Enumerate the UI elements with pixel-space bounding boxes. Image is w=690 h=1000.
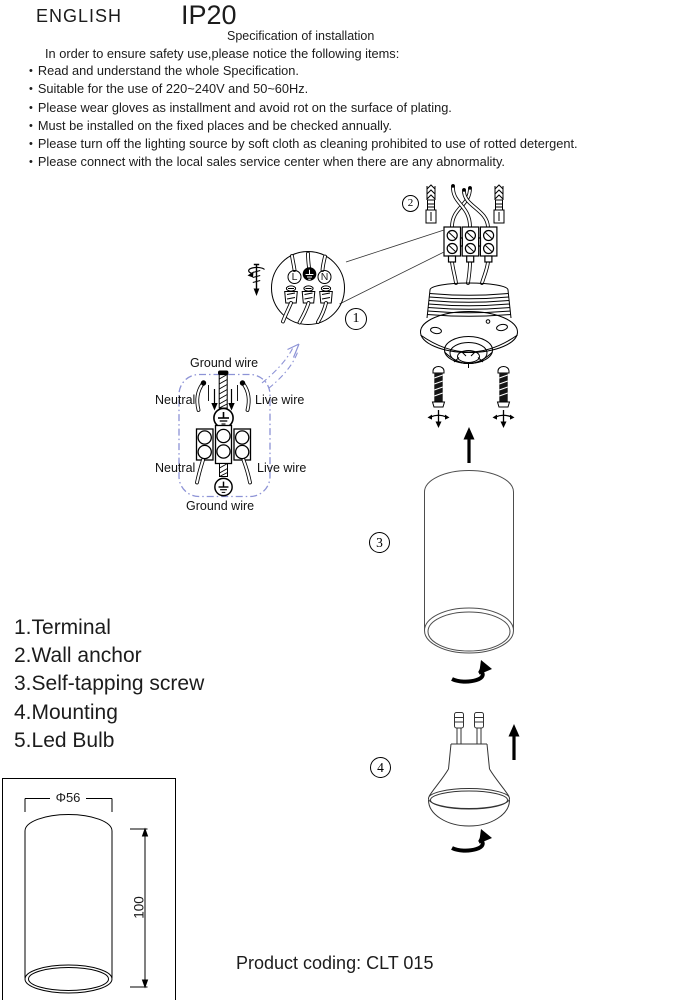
- safety-items-list: [29, 62, 578, 172]
- safety-item: • Suitable for the use of 220~240V and 50~60Hz.: [29, 80, 578, 98]
- neutral-top-label: Neutral: [155, 393, 196, 407]
- wiring-detail-arrow: [262, 344, 299, 389]
- part-item: 1.Terminal: [14, 616, 111, 639]
- up-arrow-bulb: [509, 724, 520, 760]
- diameter-dimension-label: Φ56: [55, 790, 81, 805]
- earth-icon: [303, 267, 317, 281]
- ground-wire-bottom-label: Ground wire: [186, 499, 255, 513]
- page-title: Specification of installation: [227, 29, 375, 43]
- wall-anchor-right-icon: [494, 185, 504, 223]
- up-arrow-mounting: [464, 427, 475, 463]
- part-item: 4.Mounting: [14, 700, 118, 724]
- cylinder-mounting-drawing: [425, 471, 514, 654]
- neutral-terminal-label: N: [320, 271, 329, 283]
- detail-terminal-screws: [285, 286, 333, 303]
- mounting-base: [421, 283, 518, 368]
- dimension-drawing: [3, 779, 176, 1000]
- wiring-terminal-block: [197, 426, 251, 464]
- screwdriver-turn-icon: [248, 265, 265, 297]
- safety-item: • Please wear gloves as installment and avoid rot on the surface of plating.: [29, 99, 578, 117]
- part-item: 2.Wall anchor: [14, 644, 142, 668]
- height-dimension-label: 100: [131, 896, 147, 919]
- safety-item: • Please turn off the lighting source by soft cloth as cleaning prohibited to use of rotted detergent.: [29, 135, 578, 153]
- wires-terminal-to-base: [452, 262, 488, 283]
- earth-symbol-top: [214, 408, 233, 427]
- ip-rating-label: IP20: [181, 0, 237, 30]
- self-tapping-screw-right-icon: [498, 367, 510, 408]
- screw-turn-icon-left: [428, 410, 450, 428]
- language-label: ENGLISH: [36, 6, 123, 26]
- step-number-3: 3: [369, 532, 390, 553]
- step-number-4: 4: [370, 757, 391, 778]
- part-item: 3.Self-tapping screw: [14, 672, 205, 696]
- live-wire-top-label: Live wire: [255, 393, 305, 407]
- live-terminal-label: L: [291, 271, 298, 283]
- detail-leader-lines: [340, 230, 445, 304]
- step-number-1: 1: [345, 308, 367, 330]
- part-item: 5.Led Bulb: [14, 728, 115, 752]
- safety-item: • Read and understand the whole Specification.: [29, 62, 578, 80]
- mains-wires-crossing: [451, 184, 488, 227]
- rotate-arrow-bulb: [452, 829, 492, 851]
- terminal-detail-circle: [272, 252, 345, 325]
- safety-intro: In order to ensure safety use,please notice the following items:: [45, 46, 400, 61]
- parts-list: [14, 614, 204, 755]
- led-bulb-drawing: [429, 713, 510, 827]
- step-number-2: 2: [402, 195, 419, 212]
- ground-wire-top-label: Ground wire: [190, 356, 259, 370]
- self-tapping-screw-left-icon: [433, 367, 445, 408]
- safety-item: • Please connect with the local sales service center when there are any abnormality.: [29, 153, 578, 171]
- earth-symbol-bottom: [215, 478, 232, 495]
- rotate-arrow-cylinder: [452, 660, 492, 682]
- live-wire-bottom-label: Live wire: [257, 461, 307, 475]
- neutral-bottom-label: Neutral: [155, 461, 196, 475]
- screw-turn-icon-right: [493, 410, 515, 428]
- wall-anchor-left-icon: [426, 185, 436, 223]
- product-coding: Product coding: CLT 015: [236, 953, 434, 973]
- safety-item: • Must be installed on the fixed places and be checked annually.: [29, 117, 578, 135]
- terminal-block: [444, 227, 497, 262]
- wiring-diagram-content: [197, 371, 251, 496]
